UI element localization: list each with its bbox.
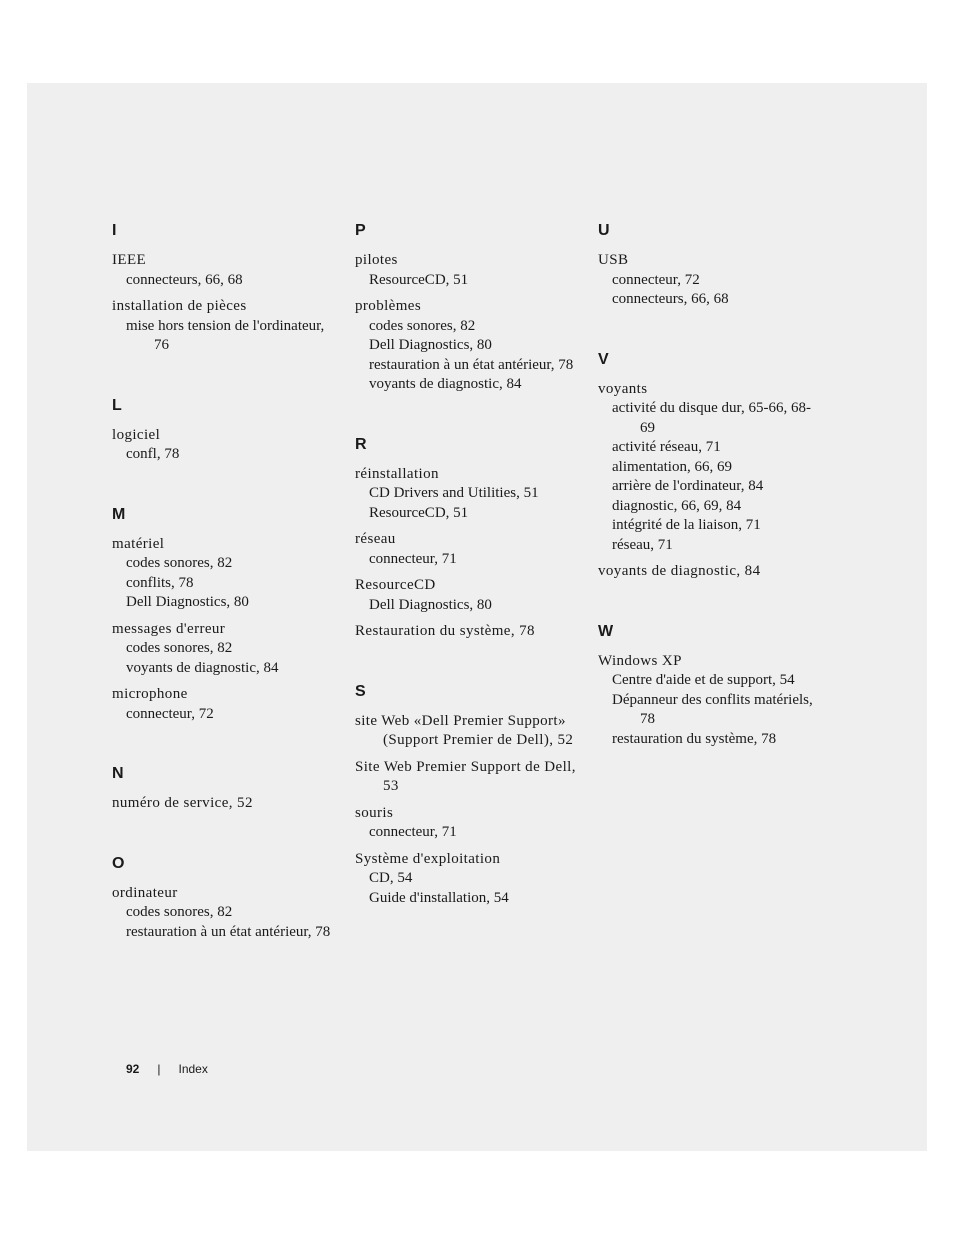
index-section [598,622,823,750]
index-subentry: connecteur, 72 [612,271,700,288]
index-entry [112,620,337,679]
index-section [112,505,337,725]
index-term: ResourceCD [355,577,436,593]
page-number: 92 [126,1062,140,1076]
index-entry [598,652,823,750]
index-entry [598,562,823,582]
index-column-3 [598,221,823,789]
index-entry [355,804,580,843]
index-entry [355,758,580,797]
index-entry [355,712,580,751]
index-subentry: Centre d'aide et de support, 54 [612,672,795,688]
page-footer [126,1061,208,1077]
index-term: voyants [598,380,648,397]
index-entry [355,576,580,615]
index-entry [112,297,337,356]
index-subentry: restauration à un état antérieur, 78 [126,923,331,940]
index-term: Site Web Premier Support de Dell, 53 [355,758,576,794]
index-section [112,854,337,943]
section-letter: L [112,396,122,414]
index-term: messages d'erreur [112,620,226,637]
section-letter: S [355,682,366,700]
index-term: IEEE [112,252,147,268]
index-subentry: Dépanneur des conflits matériels, 78 [612,691,813,727]
index-subentry: connecteur, 72 [126,705,214,722]
section-letter: P [355,222,366,239]
index-subentry: Dell Diagnostics, 80 [369,337,492,353]
index-term: Restauration du système, 78 [355,623,535,639]
index-subentry: connecteurs, 66, 68 [612,291,729,307]
index-subentry: intégrité de la liaison, 71 [612,517,761,533]
index-subentry: activité du disque dur, 65-66, 68-69 [612,400,811,436]
index-section [355,682,580,909]
section-letter: N [112,765,124,782]
index-entry [355,465,580,524]
index-entry [355,530,580,569]
index-subentry: ResourceCD, 51 [369,271,469,288]
index-term: réseau [355,531,396,547]
index-subentry: alimentation, 66, 69 [612,458,732,475]
index-section [112,396,337,465]
index-entry [112,251,337,290]
section-letter: V [598,350,609,368]
index-subentry: voyants de diagnostic, 84 [126,659,279,676]
index-term: matériel [112,535,165,552]
section-letter: R [355,435,367,453]
index-subentry: ResourceCD, 51 [369,504,469,521]
index-subentry: codes sonores, 82 [126,640,233,656]
page [27,83,927,1151]
index-section [598,350,823,582]
index-subentry: Guide d'installation, 54 [369,889,509,906]
index-subentry: activité réseau, 71 [612,439,721,455]
index-term: microphone [112,686,188,702]
index-entry [355,622,580,642]
index-subentry: codes sonores, 82 [126,904,233,920]
index-entry [355,850,580,909]
index-term: souris [355,804,394,821]
index-entry [112,794,337,814]
index-entry [355,251,580,290]
index-subentry: connecteur, 71 [369,824,457,840]
index-term: pilotes [355,252,398,268]
index-section [355,435,580,642]
index-term: installation de pièces [112,298,247,314]
index-subentry: CD Drivers and Utilities, 51 [369,485,539,501]
index-subentry: codes sonores, 82 [369,317,476,334]
index-subentry: restauration à un état antérieur, 78 [369,356,574,373]
index-subentry: Dell Diagnostics, 80 [126,594,249,610]
index-section [112,221,337,356]
index-entry [598,380,823,556]
index-subentry: mise hors tension de l'ordinateur, 76 [126,317,325,353]
index-term: Windows XP [598,652,682,669]
section-letter: O [112,854,125,872]
index-entry [112,426,337,465]
index-column-1 [112,221,337,982]
index-entry [598,251,823,310]
index-subentry: diagnostic, 66, 69, 84 [612,497,742,514]
index-entry [112,884,337,943]
section-letter: I [112,222,117,239]
index-term: ordinateur [112,884,178,901]
index-subentry: arrière de l'ordinateur, 84 [612,478,764,494]
index-term: USB [598,252,629,268]
index-term: réinstallation [355,465,439,482]
index-subentry: CD, 54 [369,870,413,886]
index-term: Système d'exploitation [355,850,501,867]
index-entry [112,535,337,613]
section-letter: W [598,622,614,640]
index-term: site Web «Dell Premier Support» (Support Premier de Dell), 52 [355,712,574,748]
index-section [598,221,823,310]
index-subentry: connecteurs, 66, 68 [126,271,243,288]
index-section [355,221,580,395]
index-subentry: restauration du système, 78 [612,730,777,747]
index-entry [355,297,580,395]
index-subentry: voyants de diagnostic, 84 [369,376,522,392]
index-subentry: connecteur, 71 [369,550,457,567]
index-term: voyants de diagnostic, 84 [598,563,761,579]
index-column-2 [355,221,580,948]
index-subentry: Dell Diagnostics, 80 [369,596,492,613]
index-subentry: réseau, 71 [612,536,673,553]
index-term: numéro de service, 52 [112,795,253,811]
index-term: logiciel [112,426,161,443]
index-subentry: codes sonores, 82 [126,555,233,571]
index-term: problèmes [355,298,422,314]
section-letter: U [598,222,610,239]
index-section [112,764,337,814]
footer-section-title: Index [178,1062,208,1076]
footer-separator: | [157,1062,161,1076]
index-entry [112,685,337,724]
index-subentry: confl, 78 [126,446,180,462]
section-letter: M [112,505,126,523]
index-subentry: conflits, 78 [126,574,194,591]
